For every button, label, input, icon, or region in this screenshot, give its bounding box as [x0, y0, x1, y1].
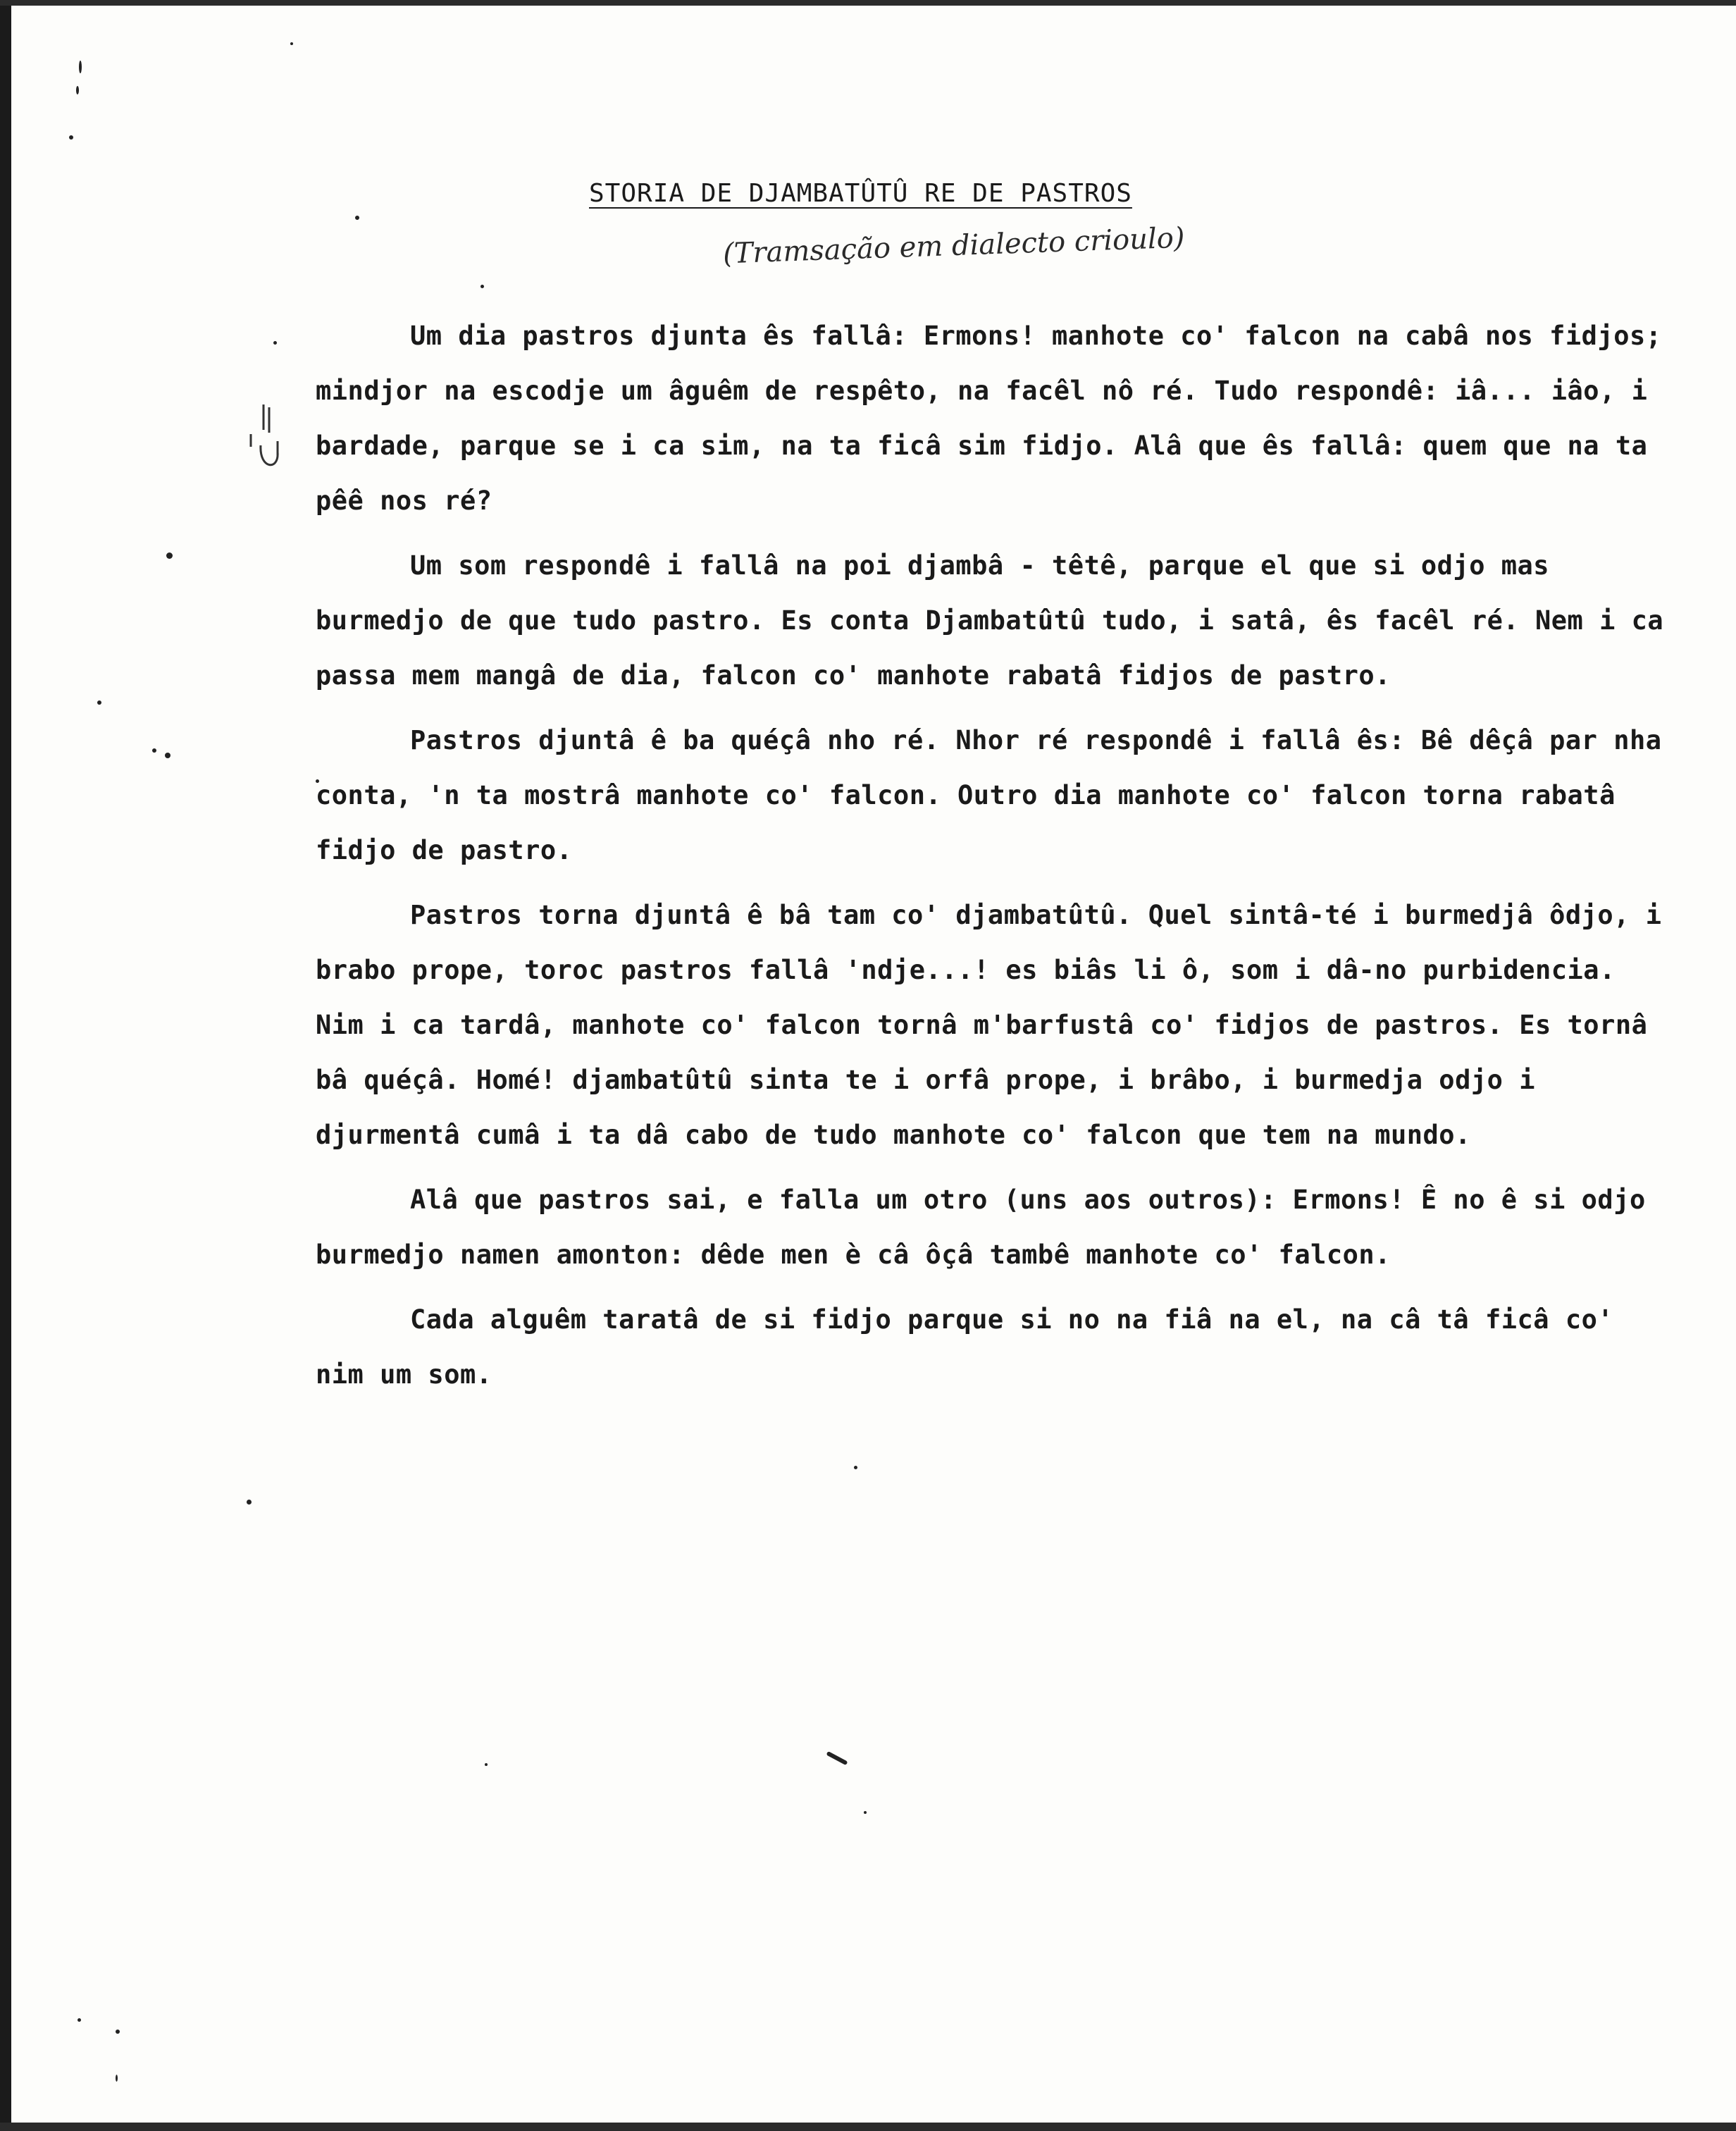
- paragraph-6: Cada alguêm taratâ de si fidjo parque si no na fiâ na el, na câ tâ ficâ co' nim um som.: [316, 1304, 1614, 1390]
- scan-speck: [826, 1751, 848, 1765]
- paragraph-4: Pastros torna djuntâ ê bâ tam co' djambatûtû. Quel sintâ-té i burmedjâ ôdjo, i brabo prope, toroc pastros fallâ 'ndje...! es biâs li ô, som i dâ-no purbidencia. Nim i ca tardâ, manhote co' falcon tornâ m'barfustâ co' fidjos de pastros. Es tornâ bâ quéçâ. Homé! djambatûtû sinta te i orfâ prope, i brâbo, i burmedja odjo i djurmentâ cumâ i ta dâ cabo de tudo manhote co' falcon que tem na mundo.: [316, 900, 1662, 1150]
- scan-speck: [864, 1811, 867, 1814]
- scan-border-top: [0, 0, 1736, 6]
- scan-speck: [247, 1500, 252, 1505]
- handwritten-annotation: (Tramsação em dialecto crioulo): [722, 221, 1186, 271]
- scan-speck: [290, 42, 293, 45]
- scan-speck: [166, 552, 173, 559]
- scan-speck: [152, 748, 156, 753]
- scan-speck: [355, 216, 359, 220]
- story-body: [316, 309, 1668, 1412]
- scan-speck: [79, 61, 82, 73]
- margin-pencil-mark: [248, 402, 283, 479]
- scan-speck: [485, 1763, 488, 1766]
- scan-speck: [116, 2030, 120, 2034]
- scan-speck: [76, 86, 79, 94]
- scan-border-bottom: [0, 2123, 1736, 2131]
- paragraph-2: Um som respondê i fallâ na poi djambâ - têtê, parque el que si odjo mas burmedjo de que tudo pastro. Es conta Djambatûtû tudo, i satâ, ês facêl ré. Nem i ca passa mem mangâ de dia, falcon co' manhote rabatâ fidjos de pastro.: [316, 550, 1664, 691]
- scan-speck: [116, 2075, 118, 2082]
- scan-speck: [480, 285, 484, 288]
- scan-speck: [165, 753, 170, 758]
- scan-speck: [97, 700, 101, 705]
- scan-speck: [273, 341, 277, 345]
- scan-border-left: [0, 0, 11, 2131]
- paragraph-5: Alâ que pastros sai, e falla um otro (uns aos outros): Ermons! Ê no ê si odjo burmedjo namen amonton: dêde men è câ ôçâ tambê manhote co' falcon.: [316, 1185, 1646, 1270]
- scan-speck: [69, 135, 73, 140]
- scan-speck: [854, 1466, 857, 1469]
- document-title: STORIA DE DJAMBATÛTÛ RE DE PASTROS: [589, 179, 1132, 208]
- paragraph-3: Pastros djuntâ ê ba quéçâ nho ré. Nhor ré respondê i fallâ ês: Bê dêçâ par nha conta, 'n ta mostrâ manhote co' falcon. Outro dia manhote co' falcon torna rabatâ fidjo de pastro.: [316, 725, 1662, 865]
- paragraph-1: Um dia pastros djunta ês fallâ: Ermons! manhote co' falcon na cabâ nos fidjos; mindjor na escodje um âguêm de respêto, na facêl nô ré. Tudo respondê: iâ... iâo, i bardade, parque se i ca sim, na ta ficâ sim fidjo. Alâ que ês fallâ: quem que na ta pêê nos ré?: [316, 321, 1662, 516]
- scan-speck: [78, 2018, 81, 2022]
